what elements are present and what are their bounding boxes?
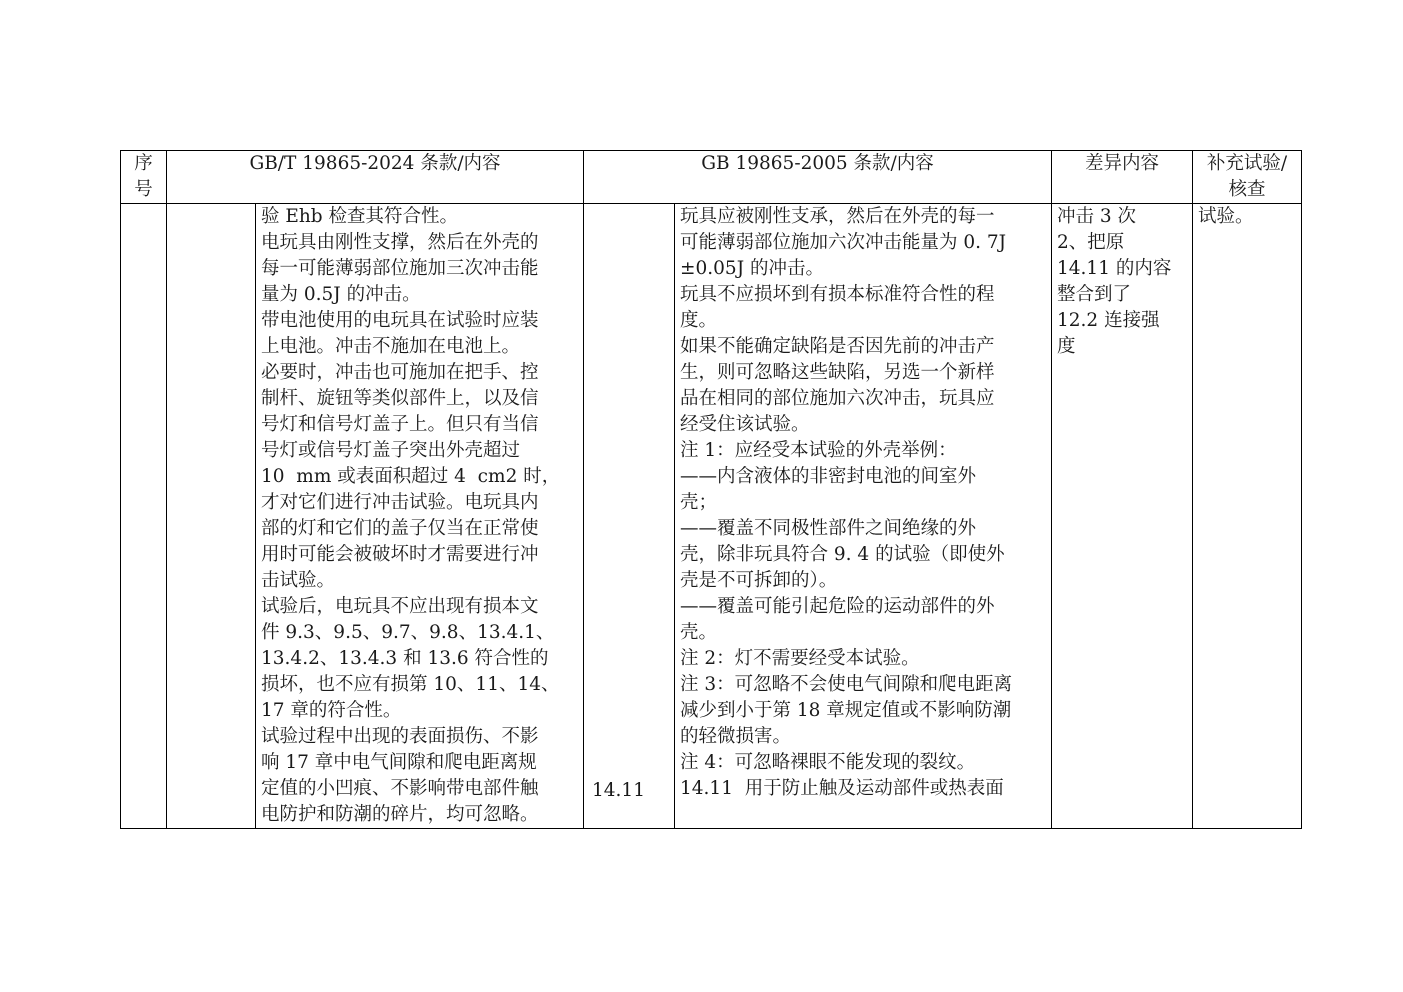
header-difference: 差异内容 <box>1052 151 1193 204</box>
new-content-paragraph: 试验后，电玩具不应出现有损本文 件 9.3、9.5、9.7、9.8、13.4.1、 13.4.2、13.4.3 和 13.6 符合性的 损坏，也不应有损第 10、11、14、 17 章的符合性。 <box>261 596 560 721</box>
old-content-paragraph: ——覆盖不同极性部件之间绝缘的外 壳，除非玩具符合 9. 4 的试验（即使外 壳是不可拆卸的）。 <box>680 518 1005 591</box>
old-content-paragraph: 玩具应被刚性支承，然后在外壳的每一 可能薄弱部位施加六次冲击能量为 0. 7J ±0.05J 的冲击。 <box>680 206 1007 279</box>
old-content-paragraph: ——覆盖可能引起危险的运动部件的外 壳。 <box>680 596 995 643</box>
old-content-paragraph: 注 1：应经受本试验的外壳举例： <box>680 440 957 461</box>
old-content-cell <box>675 204 1052 829</box>
difference-cell <box>1052 204 1193 829</box>
supplementary-text: 试验。 <box>1198 206 1254 227</box>
supplementary-cell <box>1193 204 1302 829</box>
old-content-paragraph: 如果不能确定缺陷是否因先前的冲击产 生，则可忽略这些缺陷，另选一个新样 品在相同的部位施加六次冲击，玩具应 经受住该试验。 <box>680 336 995 435</box>
header-row <box>121 151 1302 204</box>
new-content-cell <box>256 204 584 829</box>
difference-paragraph: 2、把原 14.11 的内容 整合到了 12.2 连接强 度 <box>1057 232 1172 357</box>
new-content-paragraph: 必要时，冲击也可施加在把手、控 制杆、旋钮等类似部件上，以及信 号灯和信号灯盖子上。但只有当信 号灯或信号灯盖子突出外壳超过 10 mm 或表面积超过 4 cm2 时， 才对它们进行冲击试验。电玩具内 部的灯和它们的盖子仅当在正常使 用时可能会被破坏时才需要进行冲 击试验。 <box>261 362 561 591</box>
new-content-paragraph: 电玩具由刚性支撑，然后在外壳的 每一可能薄弱部位施加三次冲击能 量为 0.5J 的冲击。 <box>261 232 539 305</box>
old-content-paragraph: 玩具不应损坏到有损本标准符合性的程 度。 <box>680 284 995 331</box>
old-clause-number: 14.11 <box>592 780 645 801</box>
new-clause-cell <box>167 204 256 829</box>
seq-cell <box>121 204 167 829</box>
old-content-paragraph: 注 2：灯不需要经受本试验。 <box>680 648 920 669</box>
table-row <box>121 204 1302 829</box>
old-content-paragraph: 注 3：可忽略不会使电气间隙和爬电距离 减少到小于第 18 章规定值或不影响防潮 的轻微损害。 <box>680 674 1013 747</box>
comparison-table <box>120 150 1302 829</box>
new-content-paragraph: 验 Ehb 检查其符合性。 <box>261 206 459 227</box>
difference-paragraph: 冲击 3 次 <box>1057 206 1137 227</box>
header-old-standard: GB 19865-2005 条款/内容 <box>584 151 1052 204</box>
old-content-paragraph: 注 4：可忽略裸眼不能发现的裂纹。 <box>680 752 976 773</box>
header-seq: 序 号 <box>121 151 167 204</box>
old-clause-cell <box>584 204 675 829</box>
old-content-paragraph: 14.11 用于防止触及运动部件或热表面 <box>680 778 1004 799</box>
new-content-paragraph: 带电池使用的电玩具在试验时应装 上电池。冲击不施加在电池上。 <box>261 310 539 357</box>
new-content-paragraph: 试验过程中出现的表面损伤、不影 响 17 章中电气间隙和爬电距离规 定值的小凹痕、不影响带电部件触 电防护和防潮的碎片，均可忽略。 <box>261 726 539 825</box>
old-content-paragraph: ——内含液体的非密封电池的间室外 壳； <box>680 466 977 513</box>
header-supplementary: 补充试验/ 核查 <box>1193 151 1302 204</box>
header-new-standard: GB/T 19865-2024 条款/内容 <box>167 151 584 204</box>
